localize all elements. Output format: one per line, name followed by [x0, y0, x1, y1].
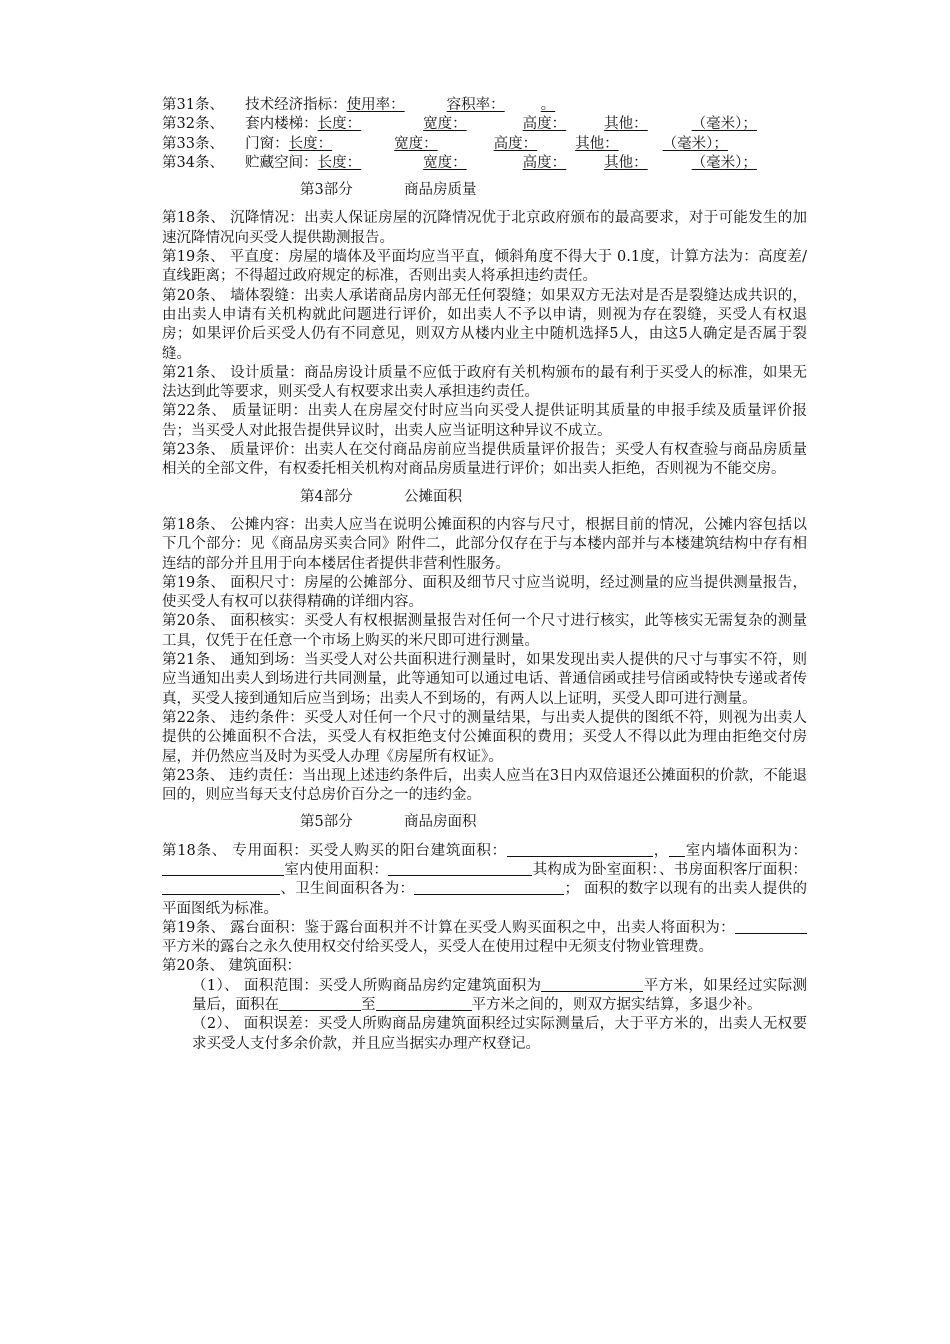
- s3-article-19: 第19条、 平直度：房屋的墙体及平面均应当平直，倾斜角度不得大于 0.1度，计算方法为：高度差/直线距离；不得超过政府规定的标准，否则出卖人将承担违约责任。: [162, 249, 807, 285]
- unit-mm: （毫米）；: [691, 154, 757, 171]
- s5-article-19: [162, 919, 807, 958]
- article-text: 至: [361, 997, 376, 1014]
- article-text: 技术经济指标：: [245, 97, 347, 113]
- blank[interactable]: [669, 842, 685, 857]
- length-field: 长度：: [288, 135, 333, 152]
- height-field: 高度：: [493, 135, 538, 152]
- s4-article-19: 第19条、 面积尺寸：房屋的公摊部分、面积及细节尺寸应当说明，经过测量的应当提供测量报告，使买受人有权可以获得精确的详细内容。: [162, 574, 807, 611]
- length-field: 长度：: [317, 116, 362, 133]
- length-field: 长度：: [317, 154, 362, 171]
- article-text: 平方米，如果经过实际测量后，面积在: [192, 977, 808, 1014]
- s3-article-23: 第23条、 质量评价：出卖人在交付商品房前应当提供质量评价报告；买受人有权查验与商品房质量相关的全部文件，有权委托相关机构对商品房质量进行评价；如出卖人拒绝，否则视为不能交房。: [162, 442, 807, 478]
- article-text: 面积的数字以现有的出卖人提供的平面图纸为标准。: [162, 881, 808, 917]
- period: 。: [540, 97, 556, 113]
- wall-area-blank[interactable]: [162, 861, 284, 876]
- section-number: 第5部分: [300, 814, 353, 831]
- article-34: [162, 154, 807, 173]
- section-number: 第4部分: [300, 488, 353, 505]
- article-text: 室内使用面积：: [284, 861, 389, 878]
- article-text: 室内墙体面积为：: [684, 842, 808, 859]
- s5-article-18: [162, 842, 807, 919]
- other-field: 其他：: [604, 116, 648, 133]
- s5-article-20: 第20条、 建筑面积：: [162, 958, 302, 975]
- article-32: [162, 115, 807, 134]
- comma: ，: [652, 842, 669, 859]
- width-field: 宽度：: [394, 135, 438, 152]
- article-text: （1）、 面积范围：买受人所购商品房约定建筑面积为: [192, 977, 542, 994]
- s3-article-21: 第21条、 设计质量：商品房设计质量不应低于政府有关机构颁布的最有利于买受人的标准，如果无法达到此等要求，则买受人有权要求出卖人承担违约责任。: [162, 364, 807, 401]
- min-area-blank[interactable]: [279, 996, 361, 1011]
- article-text: 平方米之间的，则双方据实结算，多退少补。: [471, 997, 762, 1014]
- article-text: 第19条、 露台面积：鉴于露台面积并不计算在买受人购买面积之中，出卖人将面积为：: [162, 919, 735, 936]
- usage-rate-field: 使用率：: [346, 97, 405, 113]
- section-title: 商品房质量: [404, 182, 477, 199]
- section-4-heading: [162, 488, 807, 507]
- section-number: 第3部分: [300, 182, 353, 199]
- semicolon: ；: [564, 881, 579, 898]
- article-text: 门窗：: [245, 135, 289, 152]
- article-text: 套内楼梯：: [245, 116, 318, 133]
- plot-ratio-field: 容积率：: [446, 97, 505, 113]
- article-33: [162, 135, 807, 154]
- s4-article-23: 第23条、 违约责任：当出现上述违约条件后，出卖人应当在3日内双倍退还公摊面积的价款，不能退回的，则应当每天支付总房价百分之一的违约金。: [162, 767, 807, 804]
- terrace-area-blank[interactable]: [735, 919, 807, 934]
- section-3-heading: [162, 181, 807, 200]
- unit-mm: （毫米）；: [691, 116, 757, 133]
- section-5-heading: [162, 813, 807, 832]
- article-label: 第33条、: [162, 135, 224, 152]
- max-area-blank[interactable]: [376, 996, 472, 1011]
- height-field: 高度：: [522, 116, 567, 133]
- article-text: 贮藏空间：: [245, 154, 318, 171]
- section-title: 商品房面积: [404, 814, 477, 831]
- living-room-area-blank[interactable]: [162, 880, 280, 895]
- article-text: 其构成为卧室面积：: [532, 861, 659, 878]
- agreed-area-blank[interactable]: [541, 977, 643, 992]
- balcony-area-blank[interactable]: [507, 842, 653, 857]
- s4-article-21: 第21条、 通知到场：当买受人对公共面积进行测量时，如果发现出卖人提供的尺寸与事实不符，则应当通知出卖人到场进行共同测量，此等通知可以通过电话、普通信函或挂号信函或特快专递或者传真，买受人接到通知后应当到场；出卖人不到场的，有两人以上证明，买受人即可进行测量。: [162, 652, 807, 707]
- s3-article-20: 第20条、 墙体裂缝：出卖人承诺商品房内部无任何裂缝；如果双方无法对是否是裂缝达成共识的，由出卖人申请有关机构就此问题进行评价，如出卖人不予以申请，则视为存在裂缝，买受人有权退房；如果评价后买受人仍有不同意见，则双方从楼内业主中随机选择5人，由这5人确定是否属于裂缝。: [162, 287, 807, 362]
- article-label: 第32条、: [162, 116, 224, 133]
- article-text: 、书房面积客厅面积：: [658, 861, 808, 878]
- section-title: 公摊面积: [404, 488, 462, 505]
- other-field: 其他：: [604, 154, 648, 171]
- bathroom-area-blank[interactable]: [414, 880, 564, 895]
- s3-article-22: 第22条、 质量证明：出卖人在房屋交付时应当向买受人提供证明其质量的申报手续及质量评价报告；当买受人对此报告提供异议时，出卖人应当证明这种异议不成立。: [162, 403, 807, 439]
- article-31: [162, 96, 807, 115]
- s3-article-18: 第18条、 沉降情况：出卖人保证房屋的沉降情况优于北京政府颁布的最高要求，对于可能发生的加速沉降情况向买受人提供勘测报告。: [162, 210, 807, 246]
- other-field: 其他：: [575, 135, 619, 152]
- width-field: 宽度：: [423, 154, 467, 171]
- article-label: 第34条、: [162, 154, 224, 171]
- height-field: 高度：: [522, 154, 567, 171]
- unit-mm: （毫米）；: [662, 135, 728, 152]
- s4-article-22: 第22条、 违约条件：买受人对任何一个尺寸的测量结果，与出卖人提供的图纸不符，则视为出卖人提供的公摊面积不合法，买受人有权拒绝支付公摊面积的费用；买受人不得以此为理由拒绝交付房屋，并仍然应当及时为买受人办理《房屋所有权证》。: [162, 709, 807, 765]
- usable-area-blank[interactable]: [388, 861, 532, 876]
- article-text: 、卫生间面积各为：: [280, 881, 415, 898]
- contract-page: [162, 96, 807, 1054]
- s4-article-20: 第20条、 面积核实：买受人有权根据测量报告对任何一个尺寸进行核实，此等核实无需复杂的测量工具，仅凭于在任意一个市场上购买的米尺即可进行测量。: [162, 613, 807, 649]
- width-field: 宽度：: [423, 116, 467, 133]
- s4-article-18: 第18条、 公摊内容：出卖人应当在说明公摊面积的内容与尺寸，根据目前的情况，公摊内容包括以下几个部分：见《商品房买卖合同》附件二，此部分仅存在于与本楼内部并与本楼建筑结构中存有相连结的部分并且用于向本楼居住者提供非营利性服务。: [162, 516, 807, 572]
- s5-article-20-clause-1: [162, 977, 807, 1016]
- article-text: 第18条、 专用面积：买受人购买的阳台建筑面积：: [162, 842, 507, 859]
- article-text: 平方米的露台之永久使用权交付给买受人，买受人在使用过程中无须支付物业管理费。: [162, 939, 713, 956]
- s5-article-20-clause-2: （2）、 面积误差：买受人所购商品房建筑面积经过实际测量后，大于平方米的，出卖人无权要求买受人支付多余价款，并且应当据实办理产权登记。: [192, 1016, 807, 1052]
- article-label: 第31条、: [162, 97, 224, 113]
